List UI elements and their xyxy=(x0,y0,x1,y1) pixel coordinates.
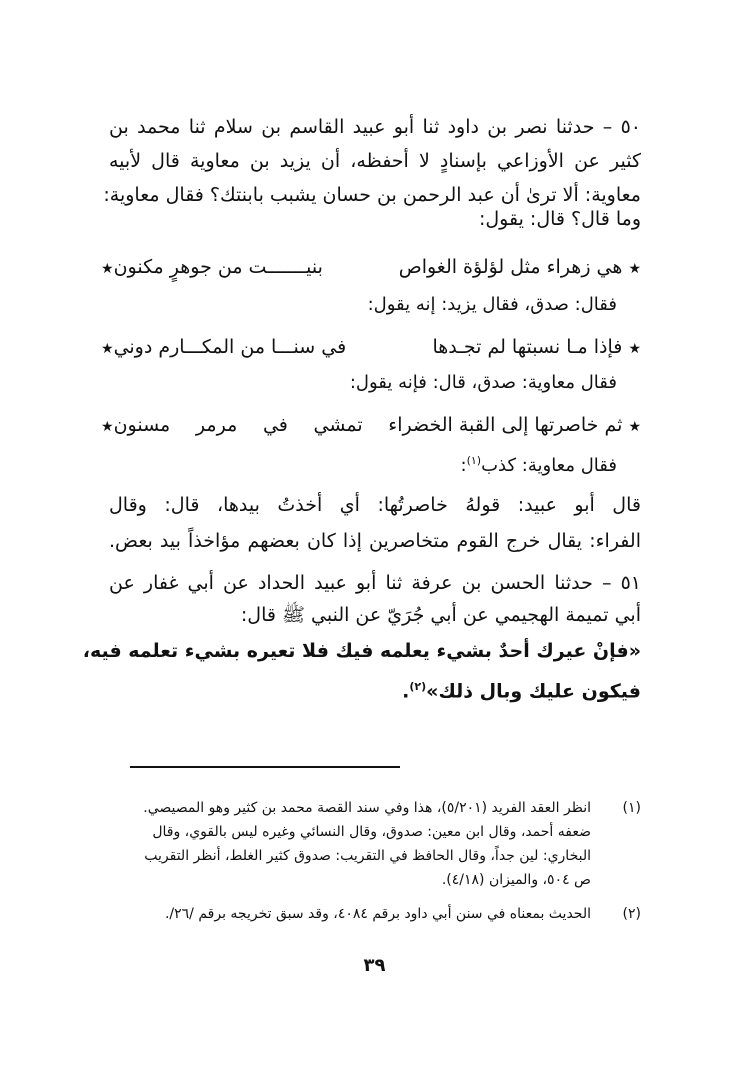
footnote-ref-1[interactable]: (١) xyxy=(466,454,482,467)
hadith50-line-1: ٥٠ – حدثنا نصر بن داود ثنا أبو عبيد القاسم بن سلام ثنا محمد بن xyxy=(109,116,641,138)
footnote-separator xyxy=(130,766,400,768)
verse-1-reply: فقال: صدق، فقال يزيد: إنه يقول: xyxy=(367,294,617,315)
hadith51-line-2: أبي تميمة الهجيمي عن أبي جُرَيّ عن النبي ﷺ قال: xyxy=(240,604,641,626)
verse-3-reply-text: فقال معاوية: كذب xyxy=(481,455,617,476)
hadith50-line-4: وما قال؟ قال: يقول: xyxy=(478,208,641,230)
verse-3-word-1: تمشي xyxy=(313,414,363,436)
verse-1-first-hemistich: هي زهراء مثل لؤلؤة الغواص xyxy=(398,256,623,278)
verse-3 xyxy=(101,410,641,442)
hadith51-quote-end: . xyxy=(402,680,410,703)
verse-2-reply: فقال معاوية: صدق، قال: فإنه يقول: xyxy=(349,372,617,393)
star-icon: ★ xyxy=(101,419,114,435)
footnote-1 xyxy=(109,796,641,896)
hadith51-quote-line-1: «فإنْ عيرك أحدٌ بشيء يعلمه فيك فلا تعيره بشيء تعلمه فيه، xyxy=(82,640,641,662)
footnote-1-line-1: انظر العقد الفريد (٥/٢٠١)، هذا وفي سند القصة محمد بن كثير وهو المصيصي. xyxy=(143,800,591,816)
verse-3-word-3: مرمر xyxy=(195,414,238,436)
verse-3-first-hemistich: ثم خاصرتها إلى القبة الخضراء xyxy=(388,414,623,436)
verse-2-first-hemistich: فإذا مـا نسبتها لم تجـدها xyxy=(432,336,623,358)
page-number: ٣٩ xyxy=(363,955,386,976)
hadith50-line-2: كثير عن الأوزاعي بإسنادٍ لا أحفظه، أن يزيد بن معاوية قال لأبيه xyxy=(109,150,641,172)
hadith51-line-1: ٥١ – حدثنا الحسن بن عرفة ثنا أبو عبيد الحداد عن أبي غفار عن xyxy=(109,572,641,594)
verse-1-second-hemistich: بنيـــــــت من جوهرٍ مكنون xyxy=(113,256,323,278)
verse-3-reply-end: : xyxy=(460,455,467,476)
verse-2-second-hemistich: في سنـــا من المكـــارم دوني xyxy=(113,336,347,358)
star-icon: ★ xyxy=(101,341,114,357)
star-icon: ★ xyxy=(101,261,114,277)
verse-3-word-4: مسنون xyxy=(113,414,171,436)
hadith50-line-3: معاوية: ألا ترىٰ أن عبد الرحمن بن حسان يشبب بابنتك؟ فقال معاوية: xyxy=(103,184,641,206)
footnote-1-line-3: البخاري: لين جداً، وقال الحافظ في التقريب: صدوق كثير الغلط، أنظر التقريب xyxy=(144,848,591,864)
verse-1 xyxy=(101,252,641,284)
footnote-1-line-4: ص ٥٠٤، والميزان (٤/١٨). xyxy=(441,872,591,888)
footnote-1-line-2: ضعفه أحمد، وقال ابن معين: صدوق، وقال النسائي وغيره ليس بالقوي، وقال xyxy=(152,824,591,840)
footnote-2 xyxy=(109,902,641,928)
verse-3-word-2: في xyxy=(262,414,288,436)
hadith51-quote-line-2 xyxy=(109,672,641,706)
footnote-1-number: (١) xyxy=(622,800,641,816)
commentary-line-1: قال أبو عبيد: قولهُ خاصرتُها: أي أخذتُ بيدها، قال: وقال xyxy=(109,494,641,516)
footnote-2-number: (٢) xyxy=(622,906,641,922)
star-icon: ★ xyxy=(628,261,641,277)
verse-3-reply xyxy=(461,446,618,481)
verse-2 xyxy=(101,332,641,364)
star-icon: ★ xyxy=(628,341,641,357)
star-icon: ★ xyxy=(628,419,641,435)
footnote-ref-2[interactable]: (٢) xyxy=(409,680,427,693)
footnote-2-line-1: الحديث بمعناه في سنن أبي داود برقم ٤٠٨٤، وقد سبق تخريجه برقم /٢٦/. xyxy=(164,906,591,922)
hadith51-quote-text: فيكون عليك وبال ذلك» xyxy=(426,680,641,703)
commentary-line-2: الفراء: يقال خرج القوم متخاصرين إذا كان بعضهم مؤاخذاً بيد بعض. xyxy=(109,530,641,552)
